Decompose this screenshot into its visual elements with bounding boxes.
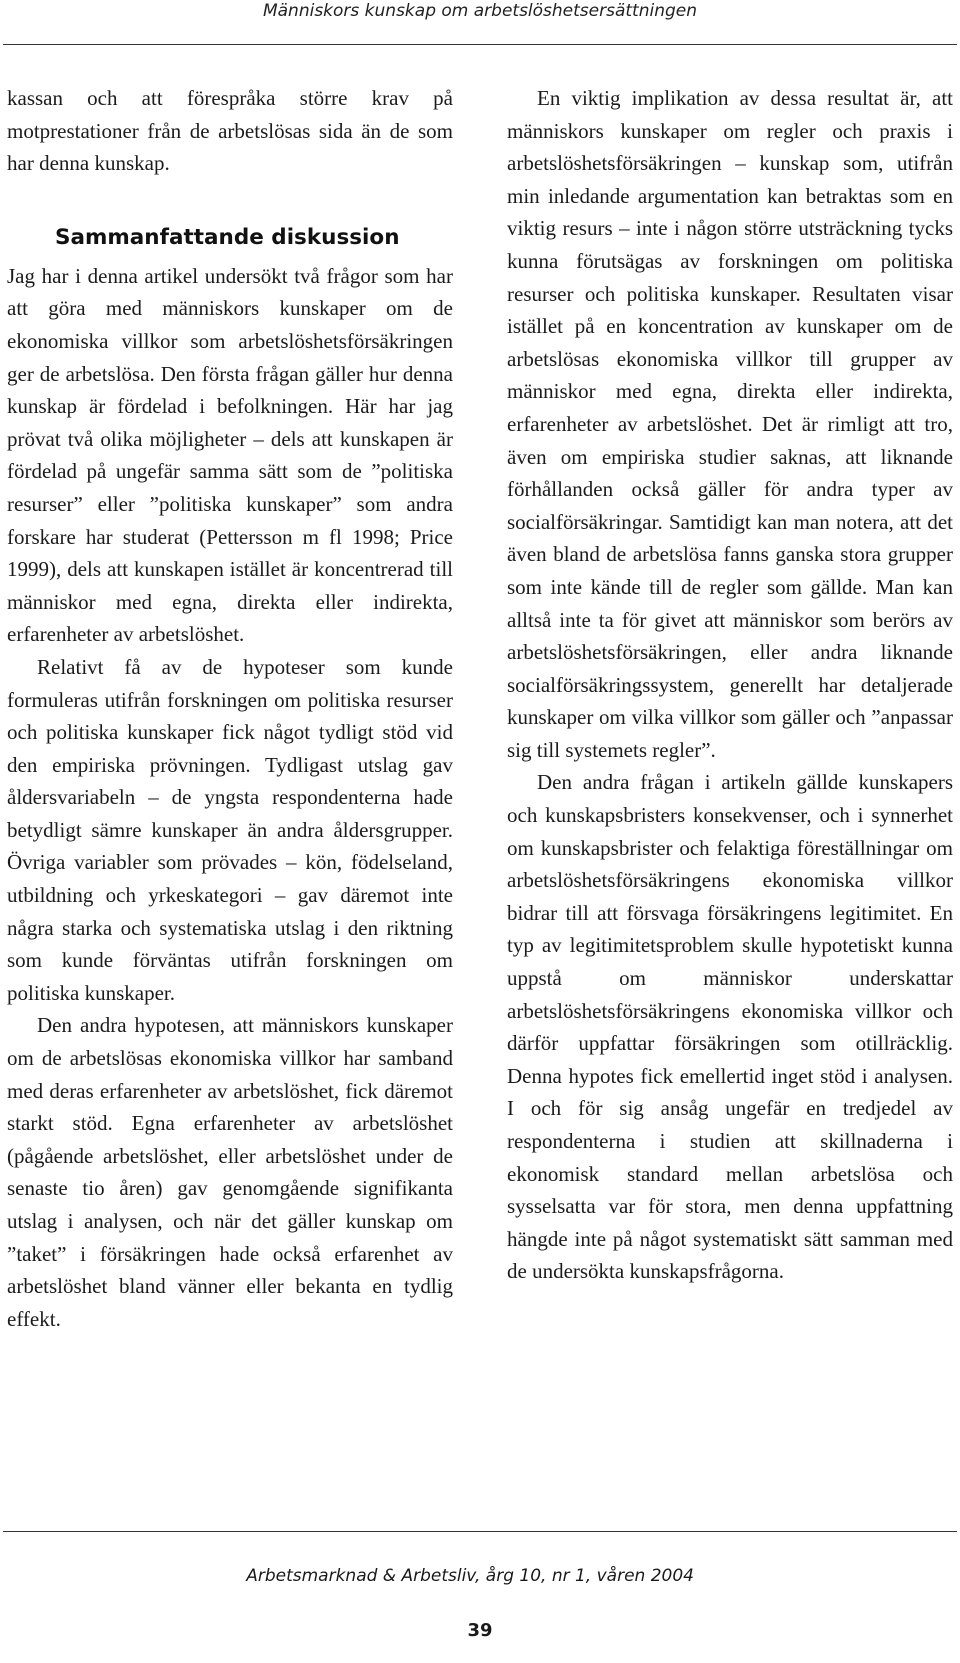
body-paragraph: Den andra frågan i artikeln gällde kunskapers och kunskapsbristers konsekvenser, och i synnerhet om kunskapsbrister och felaktiga föreställningar om arbetslöshetsförsäkringens ekonomiska villkor bidrar till att försvaga försäkringens legitimitet. En typ av legitimitetsproblem skulle hypotetiskt kunna uppstå om människor underskattar arbetslöshetsförsäkringens ekonomiska villkor och därför uppfattar försäkringen som otillräcklig. Denna hypotes fick emellertid inget stöd i analysen. I och för sig ansåg ungefär en tredjedel av respondenterna i studien att skillnaderna i ekonomisk standard mellan arbetslösa och sysselsatta var för stora, men denna uppfattning hängde inte på något systematiskt sätt samman med de undersökta kunskapsfrågorna. — [507, 770, 953, 1284]
footer-rule — [3, 1531, 957, 1532]
running-head-title: Människors kunskap om arbetslöshetsersättningen — [262, 1, 698, 21]
body-paragraph: Relativt få av de hypoteser som kunde formuleras utifrån forskningen om politiska resurser och politiska kunskaper fick något tydligt stöd vid den empiriska prövningen. Tydligast utslag gav åldersvariabeln – de yngsta respondenterna hade betydligt sämre kunskaper än andra åldersgrupper. Övriga variabler som prövades – kön, födelseland, utbildning och yrkeskategori – gav däremot inte några starka och systematiska utslag i den riktning som kunde förväntas utifrån forskningen om politiska kunskaper. — [7, 654, 453, 1005]
body-paragraph: En viktig implikation av dessa resultat är, att människors kunskaper om regler och praxis i arbetslöshetsförsäkringen – kunskap som, utifrån min inledande argumentation kan betraktas som en viktig resurs – inte i någon större utsträckning tycks kunna förutsägas av forskningen om politiska resurser och politiska kunskaper. Resultaten visar istället på en koncentration av kunskaper om de arbetslösas ekonomiska villkor till grupper av människor med egna, direkta eller indirekta, erfarenheter av arbetslöshet. Det är rimligt att tro, även om empiriska studier saknas, att liknande förhållanden också gäller för andra typer av socialförsäkringar. Samtidigt kan man notera, att det även bland de arbetslösa fanns ganska stora grupper som inte kände till de regler som gällde. Man kan alltså inte ta för givet att människor som berörs av arbetslöshetsförsäkringen, eller andra liknande socialförsäkringssystem, generellt har detaljerade kunskaper om vilka villkor som gäller och ”anpassar sig till systemets regler”. — [507, 86, 953, 762]
footer-journal — [0, 1566, 960, 1586]
body-paragraph: Jag har i denna artikel undersökt två frågor som har att göra med människors kunskaper om de ekonomiska villkor som arbetslöshetsförsäkringen ger de arbetslösa. Den första frågan gäller hur denna kunskap är fördelad i befolkningen. Här har jag prövat två olika möjligheter – dels att kunskapen är fördelad på ungefär samma sätt som de ”politiska resurser” eller ”politiska kunskaper” som andra forskare har studerat (Pettersson m fl 1998; Price 1999), dels att kunskapen istället är koncentrerad till människor med egna, direkta eller indirekta, erfarenheter av arbetslöshet. — [7, 263, 453, 647]
header-rule — [3, 44, 957, 45]
left-column — [7, 82, 453, 1335]
page-number: 39 — [467, 1620, 493, 1641]
journal-citation: Arbetsmarknad & Arbetsliv, årg 10, nr 1, våren 2004 — [246, 1566, 694, 1586]
body-paragraph: Den andra hypotesen, att människors kunskaper om de arbetslösas ekonomiska villkor har samband med deras erfarenheter av arbetslöshet, fick däremot starkt stöd. Egna erfarenheter av arbetslöshet (pågående arbetslöshet, eller arbetslöshet under de senaste tio åren) gav genomgående signifikanta utslag i analysen, och när det gäller kunskap om ”taket” i försäkringen hade också erfarenhet av arbetslöshet bland vänner eller bekanta en tydlig effekt. — [7, 1013, 453, 1331]
continuation-paragraph: kassan och att förespråka större krav på motprestationer från de arbetslösas sida än de som har denna kunskap. — [7, 86, 453, 176]
section-heading: Sammanfattande diskussion — [55, 224, 400, 250]
right-column — [507, 82, 953, 1288]
